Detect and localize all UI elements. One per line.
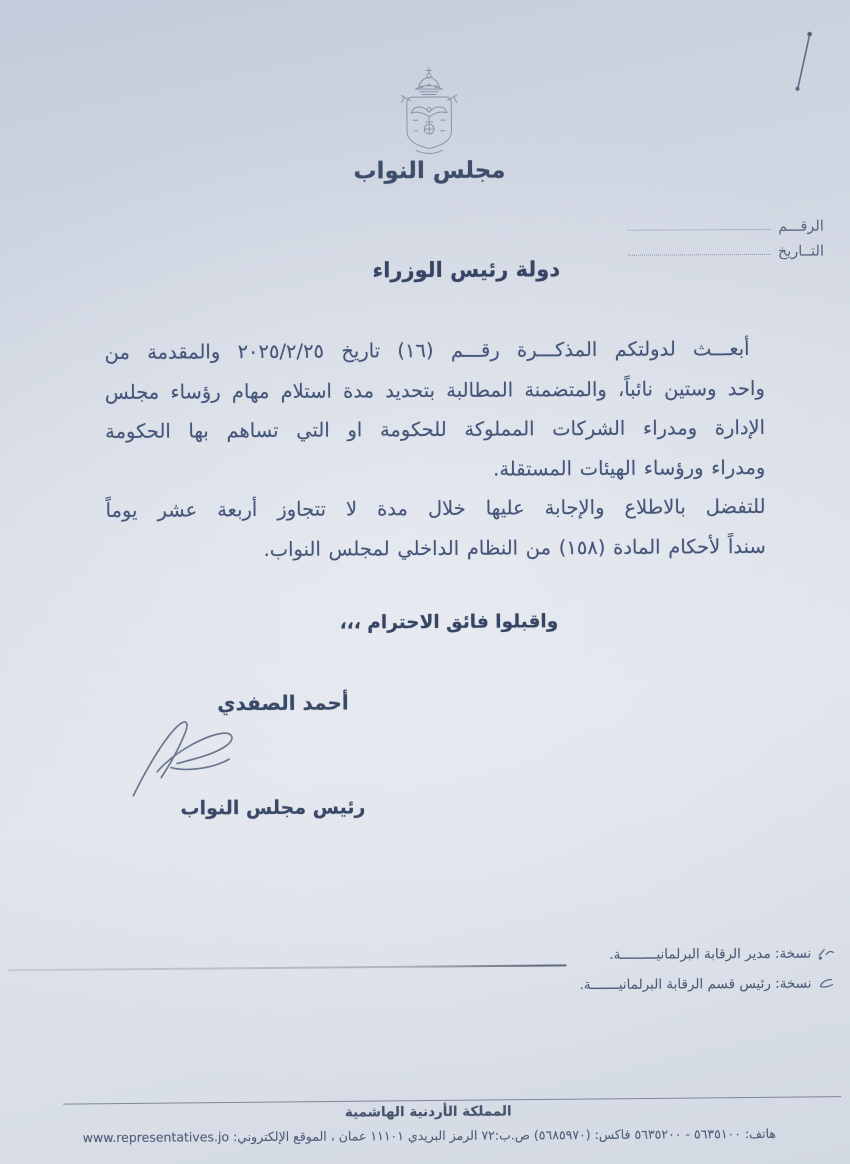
closing-salute: واقبلوا فائق الاحترام ،،، — [339, 611, 559, 634]
body-line: ومدراء ورؤساء الهيئات المستقلة. — [493, 455, 766, 481]
ref-number-blank-line — [628, 229, 771, 231]
jordan-coat-of-arms-icon — [389, 64, 470, 164]
handwritten-check-icon — [816, 945, 836, 961]
kingdom-name-calligraphy: المملكة الأردنية الهاشمية — [344, 1103, 512, 1121]
scan-fold-line — [8, 964, 566, 971]
cc-item-label: نسخة: رئيس قسم الرقابة البرلمانيـــــــة. — [579, 975, 812, 994]
ref-date-label: التــاريخ — [777, 243, 825, 260]
body-line: للتفضل بالاطلاع والإجابة عليها خلال مدة لا تتجاوز أربعة عشر يوماً — [105, 494, 766, 522]
cc-item-label: نسخة: مدير الرقابة البرلمانيـــــــــة. — [609, 945, 812, 963]
signature-scribble — [127, 707, 268, 804]
reference-fields — [628, 210, 824, 261]
pen-mark — [790, 30, 816, 96]
salutation: دولة رئيس الوزراء — [372, 257, 561, 283]
body-line: أبعـــث لدولتكم المذكـــرة رقـــم (١٦) تاريخ ٢٠٢٥/٢/٢٥ والمقدمة من — [104, 337, 750, 364]
body-line: الإدارة ومدراء الشركات المملوكة للحكومة او التي تساهم بها الحكومة — [105, 415, 766, 443]
body-line: واحد وستين نائباً، والمتضمنة المطالبة بتحديد مدة استلام مهام رؤساء مجلس — [104, 376, 765, 404]
ref-date-blank-line — [628, 254, 771, 256]
org-name-calligraphy: مجلس النواب — [353, 157, 506, 185]
handwritten-check-icon — [816, 975, 836, 991]
footer-contact-line: هاتف: ٥٦٣٥١٠٠ - ٥٦٣٥٢٠٠ فاكس: (٥٦٨٥٩٧٠) ص.ب:٧٢ الرمز البريدي ١١١٠١ عمان ، الموقع الإلكتروني: www.representatives.jo — [82, 1125, 777, 1146]
signer-name: أحمد الصفدي — [217, 690, 349, 716]
ref-number-row — [628, 210, 824, 236]
cc-row — [496, 938, 836, 970]
ref-date-row — [628, 235, 824, 261]
body-line: سنداً لأحكام المادة (١٥٨) من النظام الداخلي لمجلس النواب. — [263, 534, 766, 561]
cc-notes — [496, 938, 836, 1000]
cc-row — [496, 968, 836, 1000]
ref-number-label: الرقـــم — [778, 218, 824, 235]
letter-body — [104, 329, 765, 570]
signer-title: رئيس مجلس النواب — [180, 796, 366, 820]
